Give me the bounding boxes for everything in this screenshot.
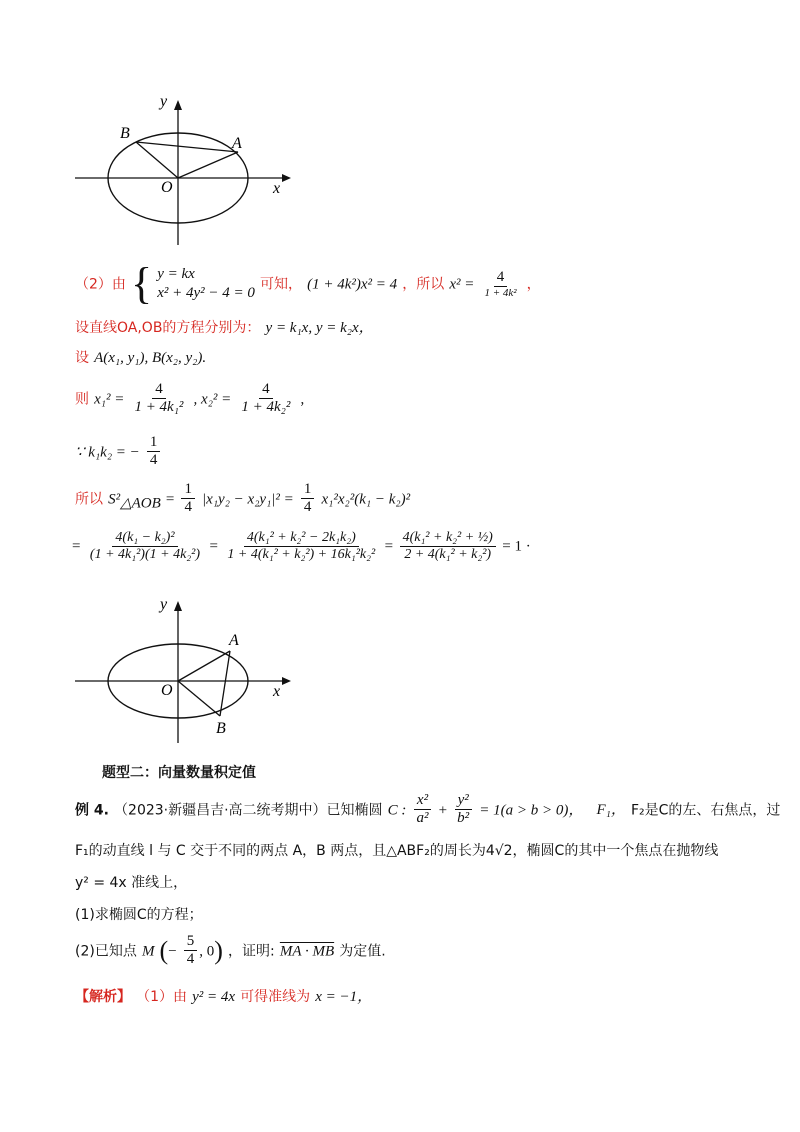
solution-line-3 [75, 347, 206, 367]
frac-x1: $\frac{4}{\text{1 + 4k₁²}}$ [134, 381, 184, 416]
points-ab: A(x₁, y₁), B(x₂, y₂). [94, 350, 207, 366]
label-x: x [273, 180, 281, 197]
segment-oa [178, 651, 230, 681]
segment-oa [178, 152, 238, 178]
eq-1: (1 + 4k²)x² = 4 [307, 276, 398, 293]
suoyi-text: ，所以 [402, 276, 445, 293]
segment-ob [136, 142, 178, 178]
segment-ob [178, 681, 220, 716]
solution-line-6: 所以 $S^2_{\triangle AOB}$ = $\frac{1}{4}$ |x₁y₂ − x₂y₁|² = $\frac{1}{4}$ x₁²x₂²(k₁ − k₂)² [75, 481, 411, 516]
analysis-tag: 【解析】 [75, 989, 131, 1005]
x-axis-arrow [282, 174, 291, 182]
label-o: O [161, 682, 173, 699]
label-b: B [216, 720, 226, 737]
solution-line-4: 则 x₁² = $\frac{4}{\text{1 + 4k₁²}}$ , x₂² = $\frac{4}{\text{1 + 4k₂²}}$ , [75, 381, 305, 416]
eq-x2-lhs: x² = [449, 276, 475, 293]
sys-line-1: y = kx [157, 265, 195, 282]
frac-x2: $\frac{4}{\text{1 + 4k²}}$ [484, 268, 517, 299]
keyi-text: 可知， [260, 276, 303, 293]
solution-line-5 [75, 434, 162, 470]
frac-x2b: $\frac{4}{\text{1 + 4k₂²}}$ [241, 381, 291, 416]
solution-line-7: = $\frac{\text{4(k₁ − k₂)²}}{\text{(1 + 4k₁²)(1 + 4k₂²)}}$ = $\frac{\text{4(k₁² + k₂² − 2k₁k₂)}}{\text{1 + 4(k₁² + k₂²) + 16k₁²k₂²}}$ = $\frac{\text{4(k₁² + k₂² + ½)}}{\text{2 + 4(k₁² + k₂²)}}$ = 1 · [72, 530, 531, 563]
example-line-2: F₁的动直线 l 与 C 交于不同的两点 A，B 两点，且△ABF₂的周长为4√2，椭圆C的其中一个焦点在抛物线 [75, 843, 719, 859]
suoyi2-text: 所以 [75, 491, 103, 508]
set-prefix: 设 [75, 350, 89, 366]
example-source: （2023·新疆昌吉·高二统考期中）已知椭圆 [114, 802, 383, 819]
ellipse-figure-1 [70, 90, 300, 250]
label-y: y [160, 596, 168, 613]
line-set-text: 设直线OA,OB的方程分别为： [75, 320, 261, 336]
big-frac-1: $\frac{\text{4(k₁ − k₂)²}}{\text{(1 + 4k₁²)(1 + 4k₂²)}}$ [89, 530, 201, 563]
frac-quarter: $\frac{1}{4}$ [147, 434, 161, 470]
label-a: A [232, 135, 242, 152]
system-brace: { [131, 259, 153, 308]
analysis-line: 【解析】 （1）由 y² = 4x 可得准线为 x = −1， [75, 989, 373, 1005]
sys-line-2: x² + 4y² − 4 = 0 [157, 285, 255, 301]
example-label: 例 4. [75, 802, 109, 819]
ze-text: 则 [75, 391, 89, 408]
question-1: (1)求椭圆C的方程； [75, 907, 203, 923]
example-line-1: 例 4. （2023·新疆昌吉·高二统考期中）已知椭圆 C : $\frac{\text{x²}}{\text{a²}}$ + $\frac{\text{y²}}{\text{b²}}$ = 1(a > b > 0)， F₁， F₂是C的左、右焦点，过 [75, 792, 781, 827]
label-a: A [229, 632, 239, 649]
solution-line-2 [75, 316, 374, 337]
ellipse-figure-2 [70, 595, 300, 745]
section-title: 题型二：向量数量积定值 [102, 765, 256, 781]
label-y: y [160, 93, 168, 110]
example-line-3: y² = 4x 准线上， [75, 875, 188, 891]
x-axis-arrow [282, 677, 291, 685]
y-axis-arrow [174, 601, 182, 611]
y-axis-arrow [174, 100, 182, 110]
big-frac-3: $\frac{\text{4(k₁² + k₂² + ½)}}{\text{2 + 4(k₁² + k₂²)}}$ [400, 530, 496, 563]
label-x: x [273, 683, 281, 700]
line-set-eq: y = k₁x, y = k₂x， [265, 320, 374, 336]
part2-prefix: （2）由 [75, 276, 126, 293]
equation-system [157, 265, 255, 304]
label-b: B [120, 125, 130, 142]
because-eq: ∵ k₁k₂ = − [75, 444, 140, 461]
big-frac-2: $\frac{\text{4(k₁² + k₂² − 2k₁k₂)}}{\text{1 + 4(k₁² + k₂²) + 16k₁²k₂²}}$ [227, 530, 376, 563]
question-2: (2)已知点 M (− $\frac{5}{4}$ , 0) ，证明: MA · MB 为定值. [75, 933, 386, 968]
label-o: O [161, 179, 173, 196]
solution-line-1: （2）由 { y = kx x² + 4y² − 4 = 0 可知， (1 + 4k²)x² = 4 ，所以 x² = $\frac{4}{\text{1 + 4k²}}$ ， [75, 259, 541, 308]
